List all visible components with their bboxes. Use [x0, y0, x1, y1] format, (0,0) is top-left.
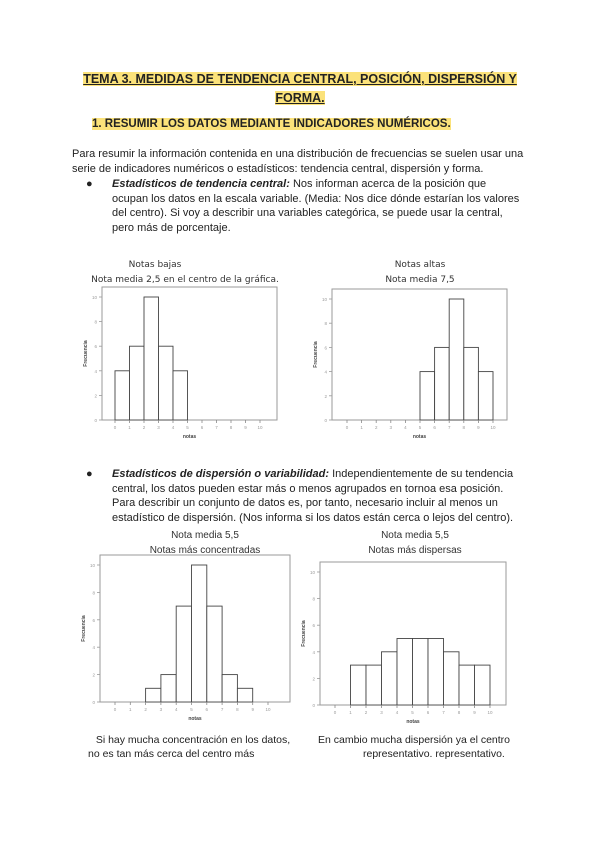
chart-2-histogram	[310, 285, 515, 445]
x-tick-label: 8	[462, 425, 466, 430]
x-tick-label: 7	[447, 425, 451, 430]
histogram-bar	[475, 665, 491, 705]
histogram-bar	[435, 347, 450, 420]
x-tick-label: 3	[389, 425, 393, 430]
x-tick-label: 0	[345, 425, 349, 430]
x-tick-label: 2	[374, 425, 378, 430]
x-tick-label: 8	[236, 707, 239, 712]
y-tick-label: 4	[92, 645, 95, 651]
x-tick-label: 10	[490, 425, 496, 430]
x-tick-label: 0	[333, 710, 337, 715]
chart-1-title: Notas bajas	[128, 260, 182, 270]
x-tick-label: 4	[171, 425, 175, 430]
chart-4-histogram	[300, 560, 515, 730]
x-tick-label: 2	[364, 710, 368, 715]
x-tick-label: 5	[190, 707, 193, 712]
x-tick-label: 5	[411, 710, 414, 715]
chart-3-title: Nota media 5,5	[171, 530, 239, 541]
histogram-bar	[144, 297, 159, 420]
chart-2-subtitle: Nota media 7,5	[385, 275, 455, 285]
histogram-bar	[382, 652, 398, 705]
y-axis-label: Frecuencia	[83, 340, 89, 367]
x-tick-label: 6	[205, 707, 209, 712]
caption-right	[318, 733, 548, 761]
histogram-bar	[207, 606, 222, 702]
histogram-bar	[449, 299, 464, 420]
chart-1-title-block	[80, 258, 290, 288]
caption-left-line-2: no es tan más cerca del centro más	[88, 748, 255, 760]
histogram-bar	[428, 639, 444, 706]
x-tick-label: 7	[442, 710, 445, 715]
x-tick-label: 4	[395, 710, 399, 715]
y-tick-label: 0	[94, 418, 97, 423]
x-tick-label: 8	[229, 425, 233, 430]
bullet-term: Estadísticos de tendencia central:	[112, 178, 290, 190]
y-tick-label: 4	[94, 368, 97, 374]
y-tick-label: 6	[94, 344, 97, 350]
y-tick-label: 10	[89, 563, 95, 568]
histogram-bar	[237, 688, 252, 702]
histogram-bar	[397, 639, 413, 706]
histogram-bar	[459, 665, 475, 705]
chart-4-title: Nota media 5,5	[381, 530, 449, 541]
document-title	[60, 70, 540, 108]
x-tick-label: 5	[418, 425, 422, 430]
histogram-bar	[464, 347, 479, 420]
x-tick-label: 1	[128, 425, 131, 430]
x-tick-label: 8	[457, 710, 461, 715]
section-heading-text: 1. RESUMIR LOS DATOS MEDIANTE INDICADORES NUMÉRICOS.	[92, 118, 451, 130]
x-tick-label: 10	[487, 710, 493, 715]
y-tick-label: 8	[92, 590, 95, 596]
x-tick-label: 0	[113, 425, 117, 430]
chart-4-title-block	[330, 528, 500, 558]
chart-4-subtitle: Notas más dispersas	[368, 545, 462, 556]
bullet-tendencia-central	[86, 177, 520, 235]
x-axis-label: notas	[412, 434, 427, 440]
intro-paragraph: Para resumir la información contenida en una distribución de frecuencias se suelen usar una serie de indicadores numéricos o estadísticos: tendencia central, dispersión y forma.	[72, 148, 524, 175]
chart-3-histogram	[70, 553, 295, 728]
y-tick-label: 6	[92, 617, 95, 623]
bullet-term: Estadísticos de dispersión o variabilidad:	[112, 468, 330, 480]
caption-left-line-1: Si hay mucha concentración en los datos,	[95, 734, 291, 746]
x-tick-label: 9	[251, 707, 254, 712]
bullet-dispersion	[86, 467, 520, 525]
chart-1-histogram	[80, 285, 285, 445]
caption-right-line-1: En cambio mucha dispersión ya el centro	[318, 734, 511, 746]
y-axis-label: Frecuencia	[301, 620, 307, 647]
x-tick-label: 6	[433, 425, 436, 430]
x-tick-label: 3	[380, 710, 383, 715]
histogram-bar	[222, 675, 237, 702]
y-tick-label: 0	[92, 700, 95, 705]
x-tick-label: 10	[265, 707, 271, 712]
x-axis-label: notas	[182, 434, 197, 440]
y-tick-label: 0	[324, 418, 327, 423]
x-axis-label: notas	[406, 719, 420, 725]
histogram-bar	[420, 372, 435, 420]
histogram-bar	[478, 372, 493, 420]
y-tick-label: 10	[91, 295, 97, 300]
x-tick-label: 2	[142, 425, 146, 430]
x-tick-label: 6	[426, 710, 430, 715]
x-tick-label: 2	[144, 707, 147, 712]
x-tick-label: 9	[244, 425, 247, 430]
y-tick-label: 6	[312, 623, 315, 629]
histogram-bar	[146, 688, 161, 702]
y-tick-label: 4	[324, 369, 327, 375]
chart-2-title-block	[360, 258, 480, 288]
bullet-icon: ●	[86, 178, 93, 190]
x-tick-label: 1	[349, 710, 352, 715]
y-tick-label: 10	[321, 297, 327, 302]
x-tick-label: 7	[215, 425, 218, 430]
bullet-icon: ●	[86, 468, 93, 480]
histogram-bar	[161, 675, 176, 702]
y-tick-label: 0	[312, 703, 315, 708]
y-tick-label: 8	[94, 319, 97, 325]
histogram-bar	[192, 565, 207, 702]
y-axis-label: Frecuencia	[313, 341, 319, 368]
x-tick-label: 1	[360, 425, 363, 430]
y-tick-label: 8	[324, 321, 327, 327]
x-tick-label: 6	[200, 425, 204, 430]
x-axis-label: notas	[188, 716, 202, 722]
section-heading	[92, 118, 451, 130]
y-tick-label: 8	[312, 596, 315, 602]
chart-2-title: Notas altas	[394, 260, 446, 270]
histogram-bar	[159, 346, 174, 420]
y-tick-label: 2	[94, 393, 97, 399]
x-tick-label: 1	[129, 707, 132, 712]
caption-right-line-2: representativo. representativo.	[363, 748, 505, 760]
y-axis-label: Frecuencia	[81, 615, 87, 642]
x-tick-label: 4	[404, 425, 407, 430]
y-tick-label: 2	[312, 676, 315, 682]
y-tick-label: 4	[312, 649, 315, 655]
x-tick-label: 5	[186, 425, 189, 430]
x-tick-label: 0	[113, 707, 117, 712]
caption-left	[78, 733, 308, 761]
bullet-text: Independientemente de su tendencia central, los datos pueden estar más o menos agrupados en tornoa esa posición. Para describir un conjunto de datos es, por tanto, necesario incluir al menos un estadístico de dispersión. (Nos informa si los datos están cerca o lejos del centro).	[112, 468, 514, 524]
x-tick-label: 10	[257, 425, 263, 430]
x-tick-label: 4	[174, 707, 178, 712]
x-tick-label: 3	[157, 425, 160, 430]
histogram-bar	[130, 346, 145, 420]
histogram-bar	[173, 371, 188, 420]
y-tick-label: 2	[324, 393, 327, 399]
x-tick-label: 9	[473, 710, 476, 715]
histogram-bar	[176, 606, 191, 702]
histogram-bar	[444, 652, 460, 705]
histogram-bar	[413, 639, 429, 706]
x-tick-label: 7	[220, 707, 224, 712]
histogram-bar	[366, 665, 382, 705]
title-line-1: TEMA 3. MEDIDAS DE TENDENCIA CENTRAL, POSICIÓN, DISPERSIÓN Y	[83, 72, 517, 86]
y-tick-label: 10	[309, 570, 315, 575]
y-tick-label: 2	[92, 672, 95, 678]
histogram-bar	[351, 665, 367, 705]
histogram-bar	[115, 371, 130, 420]
chart-3-subtitle: Notas más concentradas	[149, 545, 261, 556]
bullet-text: Nos informan acerca de la posición que ocupan los datos en la escala variable. (Media: Nos dice dónde estarían los valores del centro). Si voy a describir una variables categórica, se puede usar la central, pero más de porcentaje.	[112, 178, 520, 234]
title-line-2: FORMA.	[275, 91, 325, 105]
chart-1-subtitle: Nota media 2,5 en el centro de la gráfica.	[91, 275, 279, 285]
y-tick-label: 6	[324, 345, 327, 351]
x-tick-label: 3	[159, 707, 163, 712]
x-tick-label: 9	[477, 425, 480, 430]
